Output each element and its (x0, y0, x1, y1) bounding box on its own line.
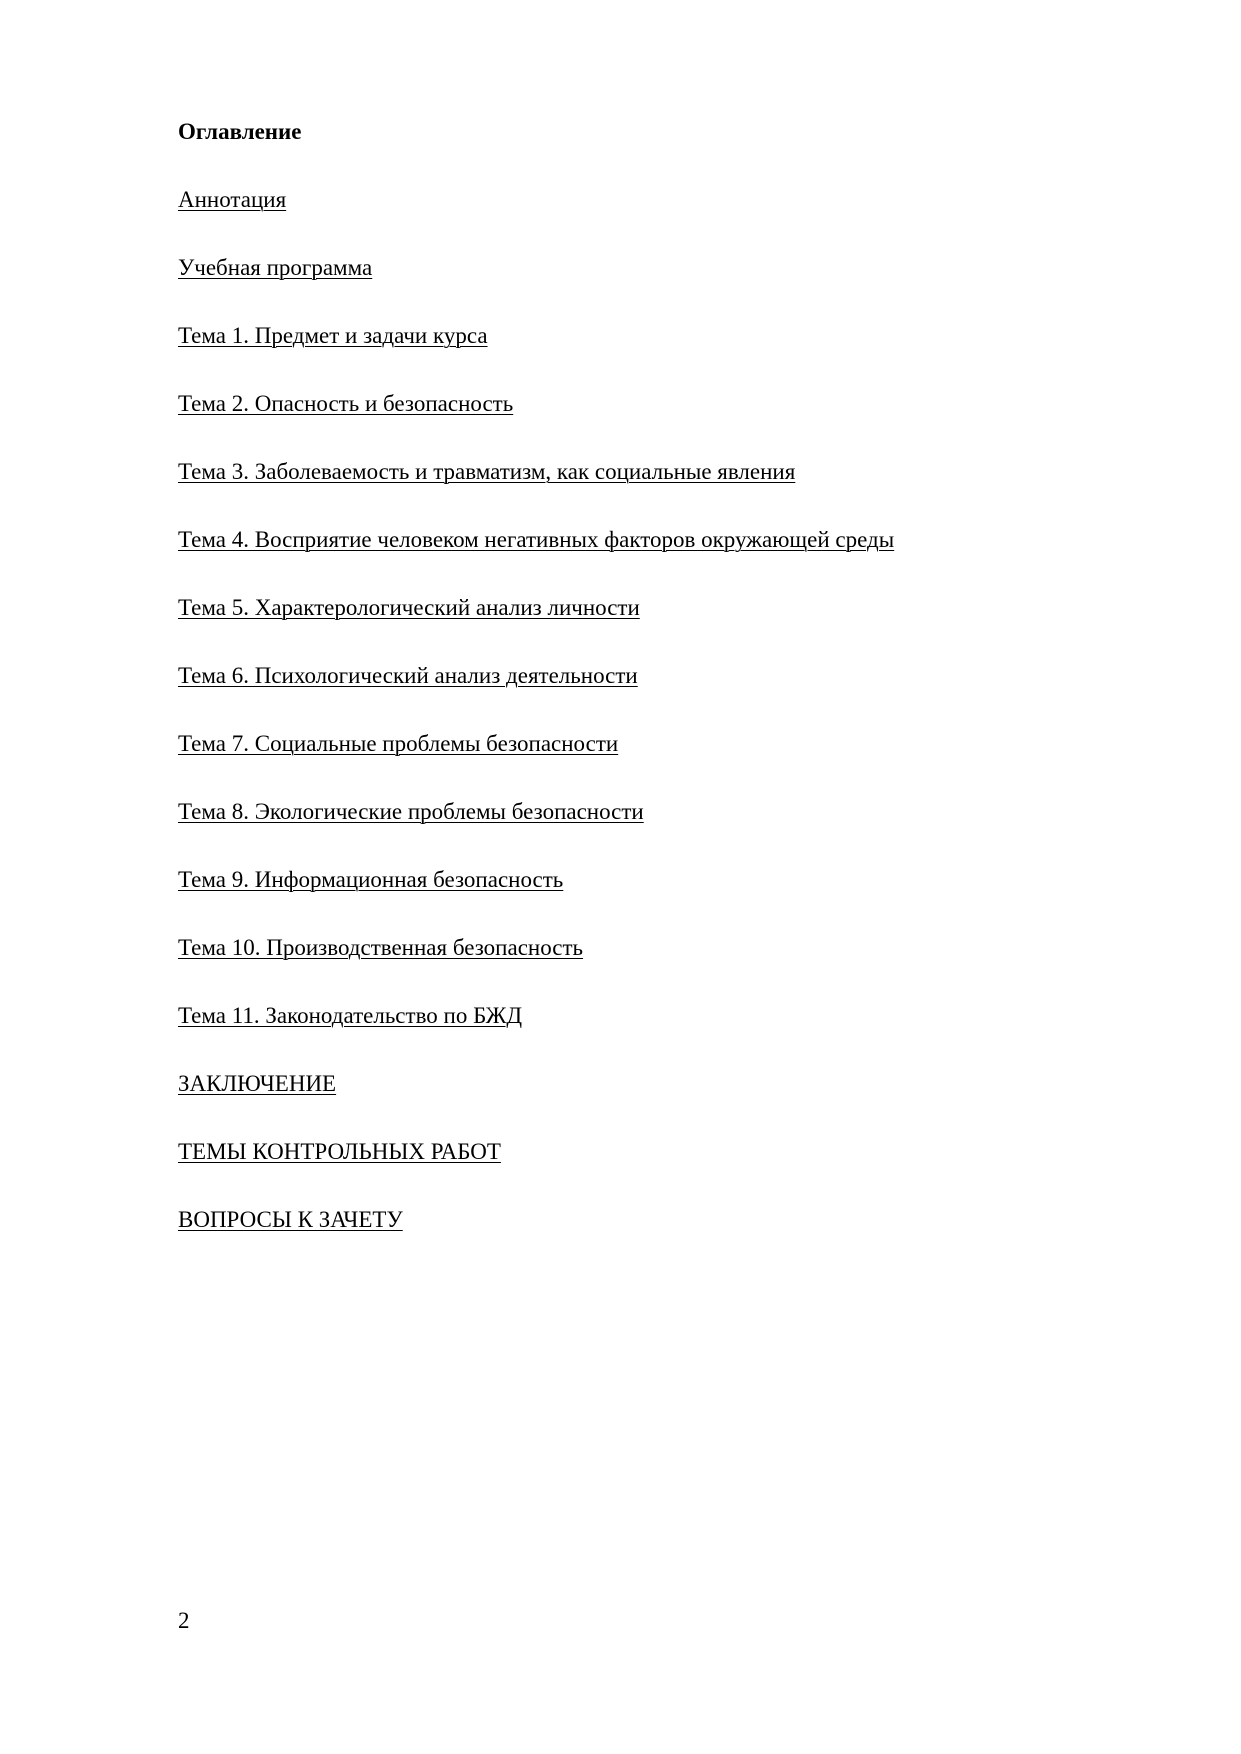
toc-item-conclusion (178, 1070, 894, 1138)
toc-link-topic-3[interactable]: Тема 3. Заболеваемость и травматизм, как социальные явления (178, 459, 796, 484)
toc-link-topic-7[interactable]: Тема 7. Социальные проблемы безопасности (178, 731, 619, 756)
toc-item-test-topics (178, 1138, 894, 1206)
toc-link-topic-4[interactable]: Тема 4. Восприятие человеком негативных факторов окружающей среды (178, 527, 895, 552)
toc-link-topic-10[interactable]: Тема 10. Производственная безопасность (178, 935, 584, 960)
toc-link-topic-1[interactable]: Тема 1. Предмет и задачи курса (178, 323, 488, 348)
toc-item-topic-8 (178, 798, 894, 866)
toc-link-topic-2[interactable]: Тема 2. Опасность и безопасность (178, 391, 514, 416)
toc-link-test-topics[interactable]: ТЕМЫ КОНТРОЛЬНЫХ РАБОТ (178, 1139, 501, 1164)
toc-item-topic-2 (178, 390, 894, 458)
toc-link-topic-9[interactable]: Тема 9. Информационная безопасность (178, 867, 564, 892)
toc-item-topic-3 (178, 458, 894, 526)
toc-item-curriculum (178, 254, 894, 322)
toc-item-topic-6 (178, 662, 894, 730)
toc-link-curriculum[interactable]: Учебная программа (178, 255, 373, 280)
toc-link-topic-11[interactable]: Тема 11. Законодательство по БЖД (178, 1003, 523, 1028)
toc-item-topic-7 (178, 730, 894, 798)
toc-link-topic-5[interactable]: Тема 5. Характерологический анализ личности (178, 595, 640, 620)
toc-item-topic-11 (178, 1002, 894, 1070)
toc-link-annotation[interactable]: Аннотация (178, 187, 287, 212)
toc-link-topic-6[interactable]: Тема 6. Психологический анализ деятельности (178, 663, 638, 688)
toc-item-topic-9 (178, 866, 894, 934)
page-number: 2 (178, 1608, 190, 1633)
toc-link-conclusion[interactable]: ЗАКЛЮЧЕНИЕ (178, 1071, 337, 1096)
toc-list (178, 186, 894, 1274)
toc-item-exam-questions (178, 1206, 894, 1274)
toc-item-annotation (178, 186, 894, 254)
toc-item-topic-10 (178, 934, 894, 1002)
toc-item-topic-1 (178, 322, 894, 390)
toc-title: Оглавление (178, 119, 302, 144)
toc-item-topic-4 (178, 526, 894, 594)
toc-link-exam-questions[interactable]: ВОПРОСЫ К ЗАЧЕТУ (178, 1207, 403, 1232)
toc-item-topic-5 (178, 594, 894, 662)
toc-link-topic-8[interactable]: Тема 8. Экологические проблемы безопасности (178, 799, 644, 824)
